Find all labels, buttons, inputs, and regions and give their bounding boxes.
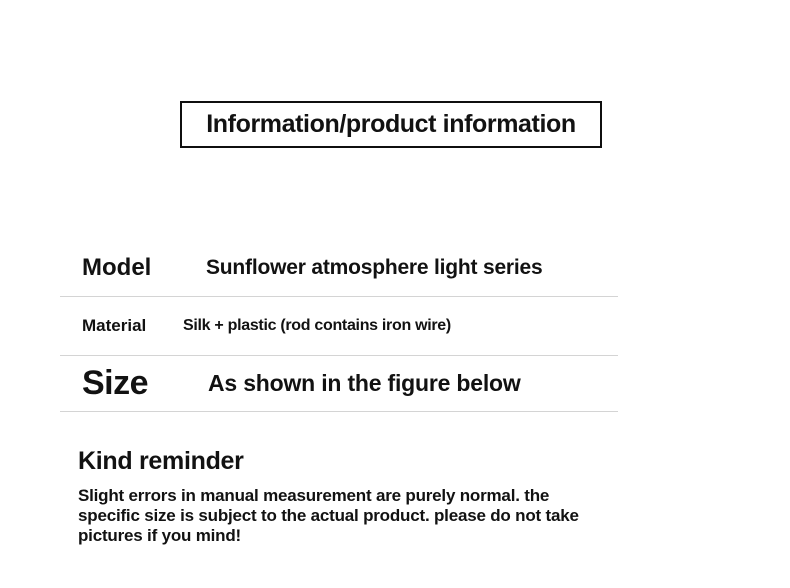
spec-label-model: Model — [82, 254, 152, 281]
product-info-title: Information/product information — [180, 101, 602, 148]
spec-value-size: As shown in the figure below — [208, 370, 521, 396]
kind-reminder-heading: Kind reminder — [78, 447, 244, 475]
spec-value-model: Sunflower atmosphere light series — [206, 256, 543, 279]
spec-label-material: Material — [82, 316, 147, 335]
spec-table — [60, 240, 618, 412]
table-row-size — [60, 356, 618, 412]
table-row-model — [60, 240, 618, 297]
table-row-material — [60, 297, 618, 356]
spec-label-size: Size — [82, 364, 149, 402]
reminder-line-3: pictures if you mind! — [78, 526, 241, 545]
spec-value-material: Silk + plastic (rod contains iron wire) — [183, 317, 451, 334]
reminder-line-1: Slight errors in manual measurement are purely normal. the — [78, 486, 550, 505]
reminder-line-2: specific size is subject to the actual product. please do not take — [78, 506, 579, 525]
kind-reminder-text — [78, 486, 579, 546]
